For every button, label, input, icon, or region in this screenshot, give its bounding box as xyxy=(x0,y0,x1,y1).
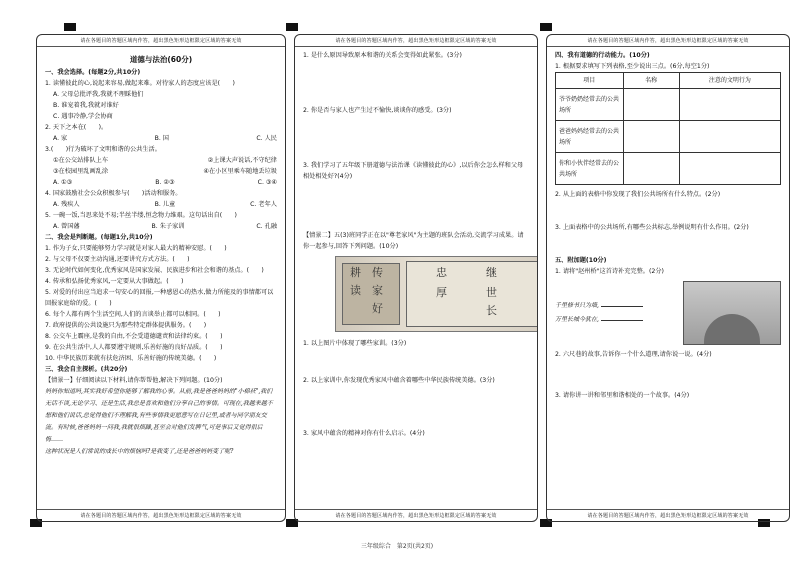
question: 2. 以上家训中,你发现优秀家风中蕴含着哪些中华民族传统美德。(3分) xyxy=(303,377,495,384)
option-row xyxy=(45,155,277,166)
answer-space[interactable] xyxy=(555,233,781,255)
option: A. 残疾人 xyxy=(53,201,80,208)
story-text: 妈妈你知道吗,其实我好希望你能够了解我的心事。从前,我是爸爸妈妈的"小棉袄",我们无话不谈,无论学习、还是生活,我总是喜欢和他们分享自己的事情。可现在,我越来越不想和他们说话,总觉得他们不理解我,有些事情我更愿意写在日记里,或者与同学朋友交流。有时候,爸爸妈妈一问我,我就很烦躁,甚至会对他们发脾气,可是事后又觉得很后悔…… xyxy=(45,388,273,443)
column-1 xyxy=(36,34,286,522)
option: B. 谁宠着我,我就对谁好 xyxy=(53,102,119,109)
calligraphy-char: 长 xyxy=(486,304,497,317)
question: 4. 国家鼓励社会公众积极参与( )活动和服务。 xyxy=(45,190,182,197)
statement: ②上课大声说话,不守纪律 xyxy=(207,157,277,164)
question: 2. 六尺巷的故事,告诉你一个什么道理,请你说一说。(4分) xyxy=(555,351,712,358)
question: 3. 家风中蕴含的精神对你有什么启示。(4分) xyxy=(303,430,425,437)
scenario-title: 【情景二】五(3)班同学正在以"尊老家风"为主题的班队会活动,交流学习成果。请你一起参与,回答下列问题。(10分) xyxy=(303,232,524,250)
answer-cell[interactable] xyxy=(623,153,679,185)
calligraphy-char: 忠 xyxy=(436,266,447,279)
option: B. ②③ xyxy=(155,179,175,186)
public-places-table xyxy=(555,72,781,185)
option: B. 儿童 xyxy=(154,201,176,208)
answer-space[interactable] xyxy=(555,360,781,390)
table-row xyxy=(556,153,781,185)
registration-mark xyxy=(64,23,76,31)
option-row xyxy=(45,166,277,177)
table-row xyxy=(556,89,781,121)
judgement: 3. 无论时代如何变化,优秀家风是国家发展、民族进步和社会和谐的基点。( ) xyxy=(45,267,264,274)
option: B. 朱子家训 xyxy=(151,223,185,230)
registration-mark xyxy=(540,23,552,31)
header-notice: 请在各题目的答题区域内作答，超出黑色矩形边框限定区域的答案无效 xyxy=(547,35,789,47)
footer-notice: 请在各题目的答题区域内作答，超出黑色矩形边框限定区域的答案无效 xyxy=(295,509,537,521)
question: 1. 以上图片中体现了哪些家训。(3分) xyxy=(303,340,407,347)
calligraphy-char: 家 xyxy=(372,284,383,297)
calligraphy-char: 传 xyxy=(372,266,383,279)
calligraphy-char: 读 xyxy=(350,284,361,297)
statement: ①在公交站排队上车 xyxy=(53,157,109,164)
option-row xyxy=(45,221,277,232)
option: C. 遇事冷静,学会协商 xyxy=(53,113,113,120)
header-notice: 请在各题目的答题区域内作答，超出黑色矩形边框限定区域的答案无效 xyxy=(37,35,285,47)
answer-cell[interactable] xyxy=(679,121,780,153)
page-footer: 三年级综合 第2页(共2页) xyxy=(360,543,434,550)
poem-block xyxy=(555,281,781,345)
table-cell: 爸爸妈妈经常去的公共场所 xyxy=(556,121,624,153)
answer-space[interactable] xyxy=(303,116,529,160)
poem-line: 万里长城今犹在, xyxy=(555,316,599,323)
option: A. 曾国藩 xyxy=(53,223,80,230)
section-title: 五、附加题(10分) xyxy=(555,257,607,264)
question: 1. 读懂彼此的心,说起来容易,做起来难。对待家人的态度应该是( ) xyxy=(45,80,235,87)
section-title: 四、我有道德的行动能力。(10分) xyxy=(555,52,650,59)
question: 5. 一碗一饭,当思来处不易;半丝半缕,恒念物力维艰。这句话出自( ) xyxy=(45,212,237,219)
table-header: 注意的文明行为 xyxy=(679,73,780,89)
question: 3. 请你讲一讲和邻里和谐相处的一个故事。(4分) xyxy=(555,392,690,399)
judgement: 7. 政府提供的公共设施只为那些特定群体提供服务。( ) xyxy=(45,322,207,329)
option: A. 父母总批评我,我就不理睬他们 xyxy=(53,91,144,98)
answer-space[interactable] xyxy=(303,386,529,428)
calligraphy-char: 好 xyxy=(372,302,383,315)
question: 2. 天下之本在( )。 xyxy=(45,124,108,131)
option: C. 孔融 xyxy=(256,223,277,230)
table-header: 项目 xyxy=(556,73,624,89)
judgement: 6. 每个人都有两个生活空间,人们的言谈举止都可以相同。( ) xyxy=(45,311,221,318)
calligraphy-char: 耕 xyxy=(350,266,361,279)
answer-space[interactable] xyxy=(303,61,529,105)
option: A. 家 xyxy=(53,135,68,142)
question: 1. 是什么原因导致原本和谐的关系会变得如此紧张。(3分) xyxy=(303,52,462,59)
section-title: 三、我会自主探析。(共20分) xyxy=(45,366,128,373)
section-title: 一、我会选择。(每题2分,共10分) xyxy=(45,69,141,76)
column-2 xyxy=(294,34,538,522)
option-row xyxy=(45,177,277,188)
page-title: 道德与法治(60分) xyxy=(129,55,193,64)
statement: ④在小区里乘车随地丢垃圾 xyxy=(203,168,277,175)
poem-blank[interactable] xyxy=(601,306,643,307)
registration-mark xyxy=(286,23,298,31)
answer-cell[interactable] xyxy=(623,121,679,153)
judgement: 9. 在公共生活中,人人都要遵守规则,乐善好施的良好品质。( ) xyxy=(45,344,223,351)
option: A. ①③ xyxy=(53,179,73,186)
poem-line: 千里修书只为墙, xyxy=(555,302,599,309)
option: C. ③④ xyxy=(257,179,277,186)
option: C. 人民 xyxy=(256,135,277,142)
column-3 xyxy=(546,34,790,522)
option: B. 国 xyxy=(154,135,169,142)
question: 2. 从上面的表格中你发现了我们公共场所有什么特点。(2分) xyxy=(555,191,721,198)
calligraphy-scroll-right xyxy=(406,261,538,327)
calligraphy-char: 继 xyxy=(486,266,497,279)
poem-blank[interactable] xyxy=(601,320,643,321)
judgement: 5. 对爱的付出应当追求一句安心的回报,一种感恩心的热水,做力所能及的事情都可以回报家庭给的爱。( ) xyxy=(45,289,274,307)
footer-notice: 请在各题目的答题区域内作答，超出黑色矩形边框限定区域的答案无效 xyxy=(547,509,789,521)
answer-space[interactable] xyxy=(303,182,529,230)
scenario-title: 【情景一】仔细阅读以下材料,请你帮帮他,解决下列问题。(10分) xyxy=(45,377,223,384)
option-row xyxy=(45,199,277,210)
answer-space[interactable] xyxy=(303,349,529,375)
footer-notice: 请在各题目的答题区域内作答，超出黑色矩形边框限定区域的答案无效 xyxy=(37,509,285,521)
question: 1. 根据要求填写下列表格,至少说出三点。(6分,每空1分) xyxy=(555,63,710,70)
answer-cell[interactable] xyxy=(679,153,780,185)
judgement: 10. 中华民族历来就有扶危济困、乐善好施的传统美德。( ) xyxy=(45,355,217,362)
table-cell: 爷爷奶奶经常去的公共场所 xyxy=(556,89,624,121)
story-question: 这种状况是人们常说的成长中的烦恼吗?是我变了,还是爸爸妈妈变了呢? xyxy=(45,448,234,455)
question: 3.( )行为破坏了文明和谐的公共生活。 xyxy=(45,146,161,153)
table-row xyxy=(556,121,781,153)
table-cell: 你和小伙伴经常去的公共场所 xyxy=(556,153,624,185)
section-title: 二、我会是判断题。(每题1分,共10分) xyxy=(45,234,153,241)
answer-cell[interactable] xyxy=(679,89,780,121)
question: 3. 我们学习了五年级下册道德与法治课《读懂彼此的心》,以后你会怎么样和父母相处相处好?(4分) xyxy=(303,162,524,180)
calligraphy-char: 世 xyxy=(486,286,497,299)
judgement: 1. 作为子女,只要能够努力学习就是对家人最大的精神安慰。( ) xyxy=(45,245,227,252)
calligraphy-char: 厚 xyxy=(436,286,447,299)
judgement: 8. 公交车上霸座,是我的自由,不会受道德谴责和法律约束。( ) xyxy=(45,333,223,340)
answer-cell[interactable] xyxy=(623,89,679,121)
judgement: 2. 与父母不仅要主动沟通,还要讲究方式方法。( ) xyxy=(45,256,190,263)
answer-space[interactable] xyxy=(555,200,781,222)
lane-photo xyxy=(683,281,781,345)
family-motto-photo xyxy=(335,256,538,332)
header-notice: 请在各题目的答题区域内作答，超出黑色矩形边框限定区域的答案无效 xyxy=(295,35,537,47)
question: 1. 请将"赵州桥"这首诗补充完整。(2分) xyxy=(555,268,664,275)
question: 2. 你是否与家人也产生过不愉快,谈谈你的感受。(3分) xyxy=(303,107,452,114)
option-row xyxy=(45,133,277,144)
table-header: 名称 xyxy=(623,73,679,89)
judgement: 4. 传承和弘扬优秀家风,一定要从大事做起。( ) xyxy=(45,278,184,285)
question: 3. 上面表格中的公共场所,有哪些公共标志,举例说明有什么作用。(2分) xyxy=(555,224,749,231)
statement: ③在校园里乱画乱涂 xyxy=(53,168,109,175)
option: C. 老年人 xyxy=(250,201,277,208)
